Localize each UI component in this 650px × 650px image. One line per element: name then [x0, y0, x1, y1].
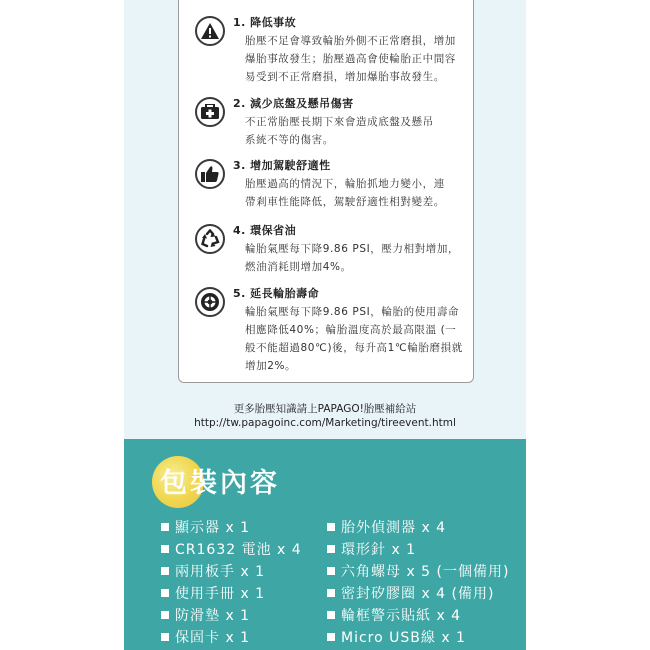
bullet-icon	[327, 589, 335, 597]
bullet-icon	[161, 611, 169, 619]
warning-icon	[195, 16, 225, 46]
thumbs-up-icon	[195, 159, 225, 189]
bullet-icon	[327, 611, 335, 619]
benefit-description: 胎壓不足會導致輪胎外側不正常磨損，增加 爆胎事故發生；胎壓過高會使輪胎正中間容 易受到不正常磨損，增加爆胎事故發生。	[245, 35, 456, 83]
package-item: 兩用板手 x 1	[161, 561, 265, 581]
package-item: 輪框警示貼紙 x 4	[327, 605, 461, 625]
package-item: 使用手冊 x 1	[161, 583, 265, 603]
bullet-icon	[161, 589, 169, 597]
package-item: CR1632 電池 x 4	[161, 539, 302, 559]
package-item: 保固卡 x 1	[161, 627, 250, 647]
recycle-icon	[195, 224, 225, 254]
bullet-icon	[327, 545, 335, 553]
benefit-description: 輪胎氣壓每下降9.86 PSI，輪胎的使用壽命 相應降低40%；輪胎溫度高於最高限溫 (一 般不能超過80℃)後，每升高1℃輪胎磨損就 增加2%。	[245, 306, 463, 372]
package-item: Micro USB線 x 1	[327, 627, 466, 647]
benefit-description: 輪胎氣壓每下降9.86 PSI，壓力相對增加， 燃油消耗則增加4%。	[245, 243, 460, 273]
package-item: 密封矽膠圈 x 4 (備用)	[327, 583, 494, 603]
benefit-title: 4. 環保省油	[233, 224, 297, 237]
benefit-title: 5. 延長輪胎壽命	[233, 287, 320, 300]
tire-icon	[195, 287, 225, 317]
bullet-icon	[327, 567, 335, 575]
package-item: 防滑墊 x 1	[161, 605, 250, 625]
bullet-icon	[161, 545, 169, 553]
more-info-text: 更多胎壓知識請上PAPAGO!胎壓補給站	[233, 403, 417, 415]
benefit-description: 胎壓過高的情況下，輪胎抓地力變小，連 帶剎車性能降低，駕駛舒適性相對變差。	[245, 178, 445, 208]
more-info-link[interactable]: http://tw.papagoinc.com/Marketing/tireevent.html	[194, 417, 456, 429]
package-item: 顯示器 x 1	[161, 517, 250, 537]
benefit-title: 3. 增加駕駛舒適性	[233, 159, 331, 172]
bullet-icon	[161, 633, 169, 641]
benefit-description: 不正常胎壓長期下來會造成底盤及懸吊 系統不等的傷害。	[245, 116, 434, 146]
bullet-icon	[161, 523, 169, 531]
benefit-title: 1. 降低事故	[233, 16, 297, 29]
package-item: 環形針 x 1	[327, 539, 416, 559]
first-aid-icon	[195, 97, 225, 127]
package-title: 包裝內容	[160, 468, 280, 499]
bullet-icon	[161, 567, 169, 575]
bullet-icon	[327, 523, 335, 531]
package-item: 胎外偵測器 x 4	[327, 517, 446, 537]
benefit-title: 2. 減少底盤及懸吊傷害	[233, 97, 354, 110]
package-item: 六角螺母 x 5 (一個備用)	[327, 561, 509, 581]
benefits-card	[178, 0, 474, 383]
bullet-icon	[327, 633, 335, 641]
